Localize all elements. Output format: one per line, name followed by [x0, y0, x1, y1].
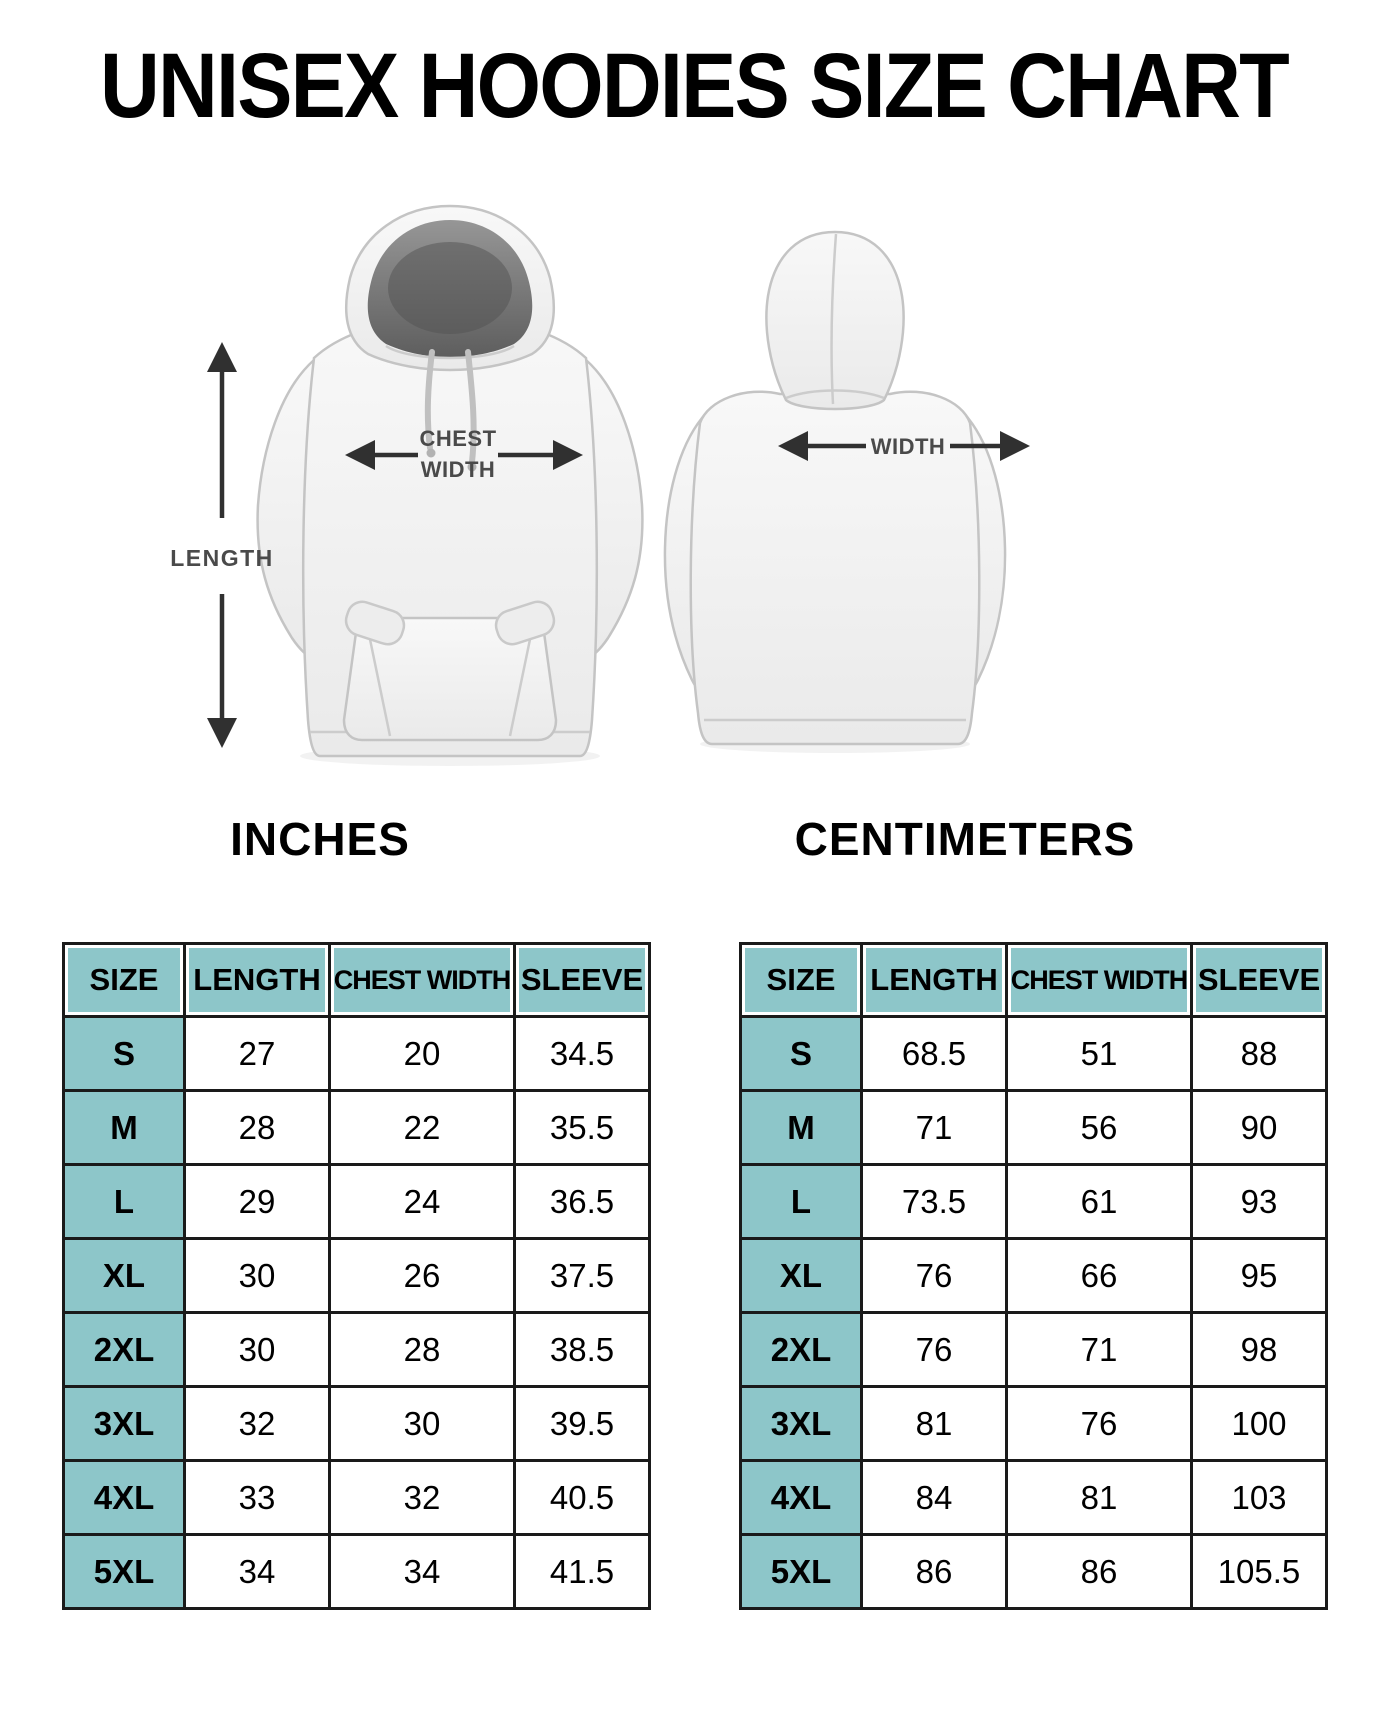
- chest-width-cell: 71: [1007, 1313, 1192, 1387]
- length-cell: 33: [185, 1461, 330, 1535]
- table-row: [741, 1165, 1327, 1239]
- sleeve-cell: 38.5: [515, 1313, 650, 1387]
- size-cell: 5XL: [741, 1535, 862, 1609]
- sleeve-cell: 105.5: [1192, 1535, 1327, 1609]
- table-row: [64, 1091, 650, 1165]
- length-cell: 86: [862, 1535, 1007, 1609]
- size-cell: 4XL: [741, 1461, 862, 1535]
- hoodie-front-illustration: [258, 206, 643, 766]
- length-arrowhead-top: [207, 342, 237, 372]
- table-row: [64, 1165, 650, 1239]
- size-cell: L: [64, 1165, 185, 1239]
- chest-width-cell: 24: [330, 1165, 515, 1239]
- table-row: [64, 1017, 650, 1091]
- inches-table: [62, 942, 651, 1610]
- sleeve-cell: 37.5: [515, 1239, 650, 1313]
- length-label: LENGTH: [170, 545, 274, 571]
- size-cell: 3XL: [741, 1387, 862, 1461]
- column-header-size: SIZE: [64, 944, 185, 1017]
- table-row: [741, 1535, 1327, 1609]
- chest-width-cell: 51: [1007, 1017, 1192, 1091]
- table-row: [741, 1387, 1327, 1461]
- length-cell: 84: [862, 1461, 1007, 1535]
- length-cell: 76: [862, 1239, 1007, 1313]
- length-cell: 81: [862, 1387, 1007, 1461]
- size-cell: M: [741, 1091, 862, 1165]
- size-cell: S: [741, 1017, 862, 1091]
- column-header-chest-width: CHEST WIDTH: [1007, 944, 1192, 1017]
- chest-width-cell: 32: [330, 1461, 515, 1535]
- sleeve-cell: 35.5: [515, 1091, 650, 1165]
- sleeve-cell: 34.5: [515, 1017, 650, 1091]
- column-header-size: SIZE: [741, 944, 862, 1017]
- table-row: [64, 1313, 650, 1387]
- hoodie-back-illustration: [665, 232, 1005, 753]
- column-header-length: LENGTH: [185, 944, 330, 1017]
- table-header-row: [741, 944, 1327, 1017]
- length-arrow: [170, 342, 274, 748]
- table-row: [741, 1017, 1327, 1091]
- length-cell: 34: [185, 1535, 330, 1609]
- table-row: [741, 1091, 1327, 1165]
- size-cell: XL: [741, 1239, 862, 1313]
- chest-width-cell: 22: [330, 1091, 515, 1165]
- length-cell: 71: [862, 1091, 1007, 1165]
- chest-width-cell: 28: [330, 1313, 515, 1387]
- chest-width-cell: 66: [1007, 1239, 1192, 1313]
- size-cell: L: [741, 1165, 862, 1239]
- sleeve-cell: 36.5: [515, 1165, 650, 1239]
- table-row: [64, 1535, 650, 1609]
- length-cell: 76: [862, 1313, 1007, 1387]
- table-row: [64, 1387, 650, 1461]
- length-cell: 27: [185, 1017, 330, 1091]
- table-header-row: [64, 944, 650, 1017]
- sleeve-cell: 40.5: [515, 1461, 650, 1535]
- sleeve-cell: 103: [1192, 1461, 1327, 1535]
- length-cell: 30: [185, 1313, 330, 1387]
- column-header-sleeve: SLEEVE: [1192, 944, 1327, 1017]
- page-title: [0, 35, 1388, 137]
- sleeve-cell: 98: [1192, 1313, 1327, 1387]
- chest-width-cell: 34: [330, 1535, 515, 1609]
- size-cell: 3XL: [64, 1387, 185, 1461]
- chest-width-cell: 56: [1007, 1091, 1192, 1165]
- size-cell: 2XL: [741, 1313, 862, 1387]
- sleeve-cell: 41.5: [515, 1535, 650, 1609]
- column-header-length: LENGTH: [862, 944, 1007, 1017]
- centimeters-heading: CENTIMETERS: [794, 813, 1136, 865]
- length-cell: 32: [185, 1387, 330, 1461]
- chest-width-cell: 61: [1007, 1165, 1192, 1239]
- length-arrowhead-bottom: [207, 718, 237, 748]
- sleeve-cell: 100: [1192, 1387, 1327, 1461]
- chest-width-cell: 30: [330, 1387, 515, 1461]
- size-cell: M: [64, 1091, 185, 1165]
- size-cell: 2XL: [64, 1313, 185, 1387]
- sleeve-cell: 93: [1192, 1165, 1327, 1239]
- size-cell: XL: [64, 1239, 185, 1313]
- sleeve-cell: 39.5: [515, 1387, 650, 1461]
- size-cell: S: [64, 1017, 185, 1091]
- centimeters-table: [739, 942, 1328, 1610]
- chest-width-label-line2: WIDTH: [420, 457, 496, 482]
- table-row: [741, 1239, 1327, 1313]
- length-cell: 28: [185, 1091, 330, 1165]
- chest-width-label-line1: CHEST: [419, 426, 497, 451]
- hoodie-diagram-svg: [0, 170, 1388, 795]
- back-width-label: WIDTH: [870, 434, 946, 459]
- table-row: [64, 1239, 650, 1313]
- length-cell: 29: [185, 1165, 330, 1239]
- back-width-arrowhead-right: [1000, 431, 1030, 461]
- size-cell: 4XL: [64, 1461, 185, 1535]
- chest-width-cell: 20: [330, 1017, 515, 1091]
- chest-width-cell: 76: [1007, 1387, 1192, 1461]
- page-title-text: UNISEX HOODIES SIZE CHART: [100, 35, 1288, 137]
- hoodie-diagram: [0, 170, 1388, 795]
- chest-width-cell: 81: [1007, 1461, 1192, 1535]
- size-cell: 5XL: [64, 1535, 185, 1609]
- sleeve-cell: 88: [1192, 1017, 1327, 1091]
- sleeve-cell: 90: [1192, 1091, 1327, 1165]
- length-cell: 73.5: [862, 1165, 1007, 1239]
- column-header-sleeve: SLEEVE: [515, 944, 650, 1017]
- table-row: [741, 1461, 1327, 1535]
- sleeve-cell: 95: [1192, 1239, 1327, 1313]
- inches-heading: INCHES: [230, 813, 410, 865]
- table-row: [64, 1461, 650, 1535]
- hood-interior-shadow: [388, 242, 512, 334]
- table-row: [741, 1313, 1327, 1387]
- chest-width-cell: 26: [330, 1239, 515, 1313]
- chest-width-cell: 86: [1007, 1535, 1192, 1609]
- column-header-chest-width: CHEST WIDTH: [330, 944, 515, 1017]
- length-cell: 30: [185, 1239, 330, 1313]
- length-cell: 68.5: [862, 1017, 1007, 1091]
